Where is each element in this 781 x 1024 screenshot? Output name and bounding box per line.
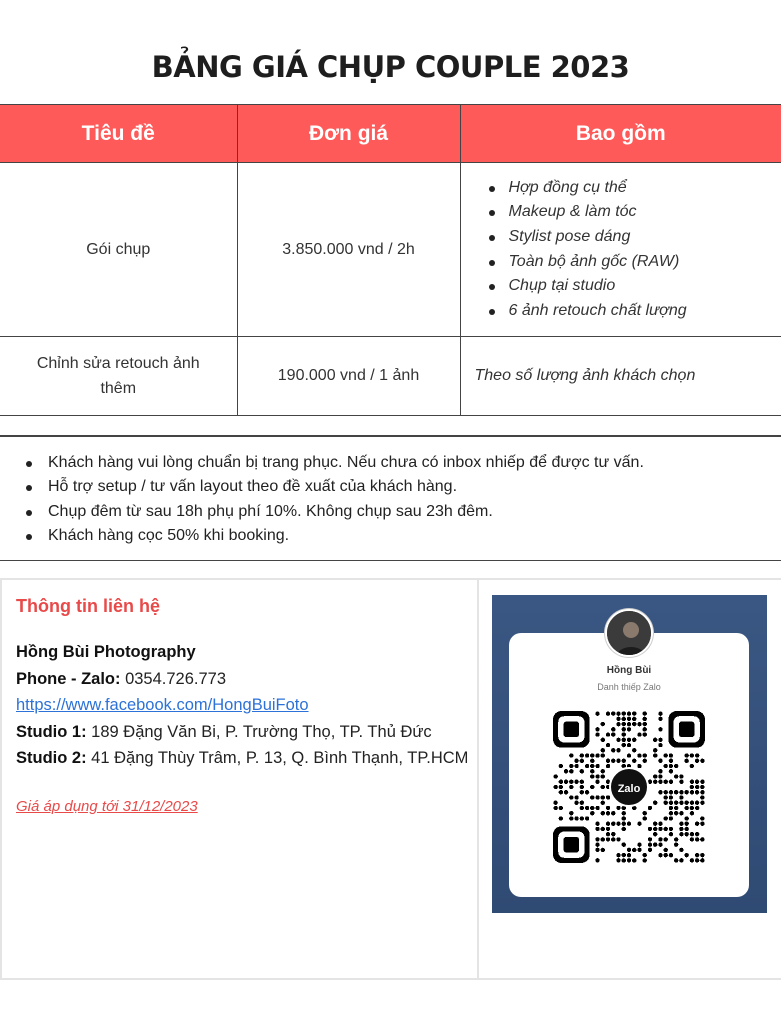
header-title: Tiêu đề xyxy=(0,105,237,163)
price-table xyxy=(0,104,781,416)
row2-title-cell xyxy=(0,337,237,416)
phone-line xyxy=(16,666,477,693)
page-title: BẢNG GIÁ CHỤP COUPLE 2023 xyxy=(151,50,630,84)
qr-owner-name: Hồng Bùi xyxy=(606,665,652,676)
notes-section xyxy=(0,435,781,561)
studio2-line xyxy=(16,745,477,772)
list-item: Chụp đêm từ sau 18h phụ phí 10%. Không chụp sau 23h đêm. xyxy=(26,500,781,524)
phone-value: 0354.726.773 xyxy=(120,669,227,688)
includes-list xyxy=(461,176,781,324)
studio2-address: 41 Đặng Thùy Trâm, P. 13, Q. Bình Thạnh, TP.HCM xyxy=(86,749,469,767)
list-item: Hợp đồng cụ thể xyxy=(489,176,781,201)
row1-price: 3.850.000 vnd / 2h xyxy=(237,163,460,337)
studio2-label: Studio 2: xyxy=(16,749,87,767)
row2-includes-cell xyxy=(460,337,781,416)
list-item: Makeup & làm tóc xyxy=(489,200,781,225)
notes-list xyxy=(0,451,781,548)
list-item: Hỗ trợ setup / tư vấn layout theo đề xuất của khách hàng. xyxy=(26,475,781,499)
list-item: 6 ảnh retouch chất lượng xyxy=(489,299,781,324)
table-row xyxy=(0,163,781,337)
studio1-label: Studio 1: xyxy=(16,722,87,741)
facebook-line xyxy=(16,692,477,719)
list-item: Khách hàng vui lòng chuẩn bị trang phục. Nếu chưa có inbox nhiếp để được tư vấn. xyxy=(26,451,781,475)
phone-label: Phone - Zalo: xyxy=(16,669,121,688)
list-item: Toàn bộ ảnh gốc (RAW) xyxy=(489,250,781,275)
zalo-qr-panel xyxy=(492,595,767,913)
row1-title: Gói chụp xyxy=(86,241,151,258)
row2-price: 190.000 vnd / 1 ảnh xyxy=(237,337,460,416)
table-header-row xyxy=(0,105,781,163)
person-icon xyxy=(607,611,653,657)
avatar xyxy=(605,609,653,657)
row2-title: Chỉnh sửa retouch ảnh thêm xyxy=(36,355,200,397)
studio1-address: 189 Đặng Văn Bi, P. Trường Thọ, TP. Thủ Đức xyxy=(86,722,432,741)
row2-includes: Theo số lượng ảnh khách chọn xyxy=(474,367,696,384)
contact-info xyxy=(0,580,479,980)
studio1-line xyxy=(16,719,477,746)
header-includes: Bao gồm xyxy=(460,105,781,163)
row1-title-cell xyxy=(0,163,237,337)
table-row xyxy=(0,337,781,416)
studio-name-text: Hồng Bùi Photography xyxy=(16,643,196,661)
contact-section xyxy=(0,578,781,980)
header-price: Đơn giá xyxy=(237,105,460,163)
row1-includes-cell xyxy=(460,163,781,337)
facebook-link[interactable]: https://www.facebook.com/HongBuiFoto xyxy=(16,696,309,714)
list-item: Khách hàng cọc 50% khi booking. xyxy=(26,524,781,548)
studio-name xyxy=(16,639,477,666)
valid-until-link[interactable]: Giá áp dụng tới 31/12/2023 xyxy=(16,797,198,815)
zalo-card xyxy=(509,633,749,897)
zalo-logo-icon: Zalo xyxy=(609,767,649,807)
qr-subtitle: Danh thiếp Zalo xyxy=(597,682,661,692)
contact-heading: Thông tin liên hệ xyxy=(16,596,160,616)
list-item: Stylist pose dáng xyxy=(489,225,781,250)
list-item: Chụp tại studio xyxy=(489,274,781,299)
